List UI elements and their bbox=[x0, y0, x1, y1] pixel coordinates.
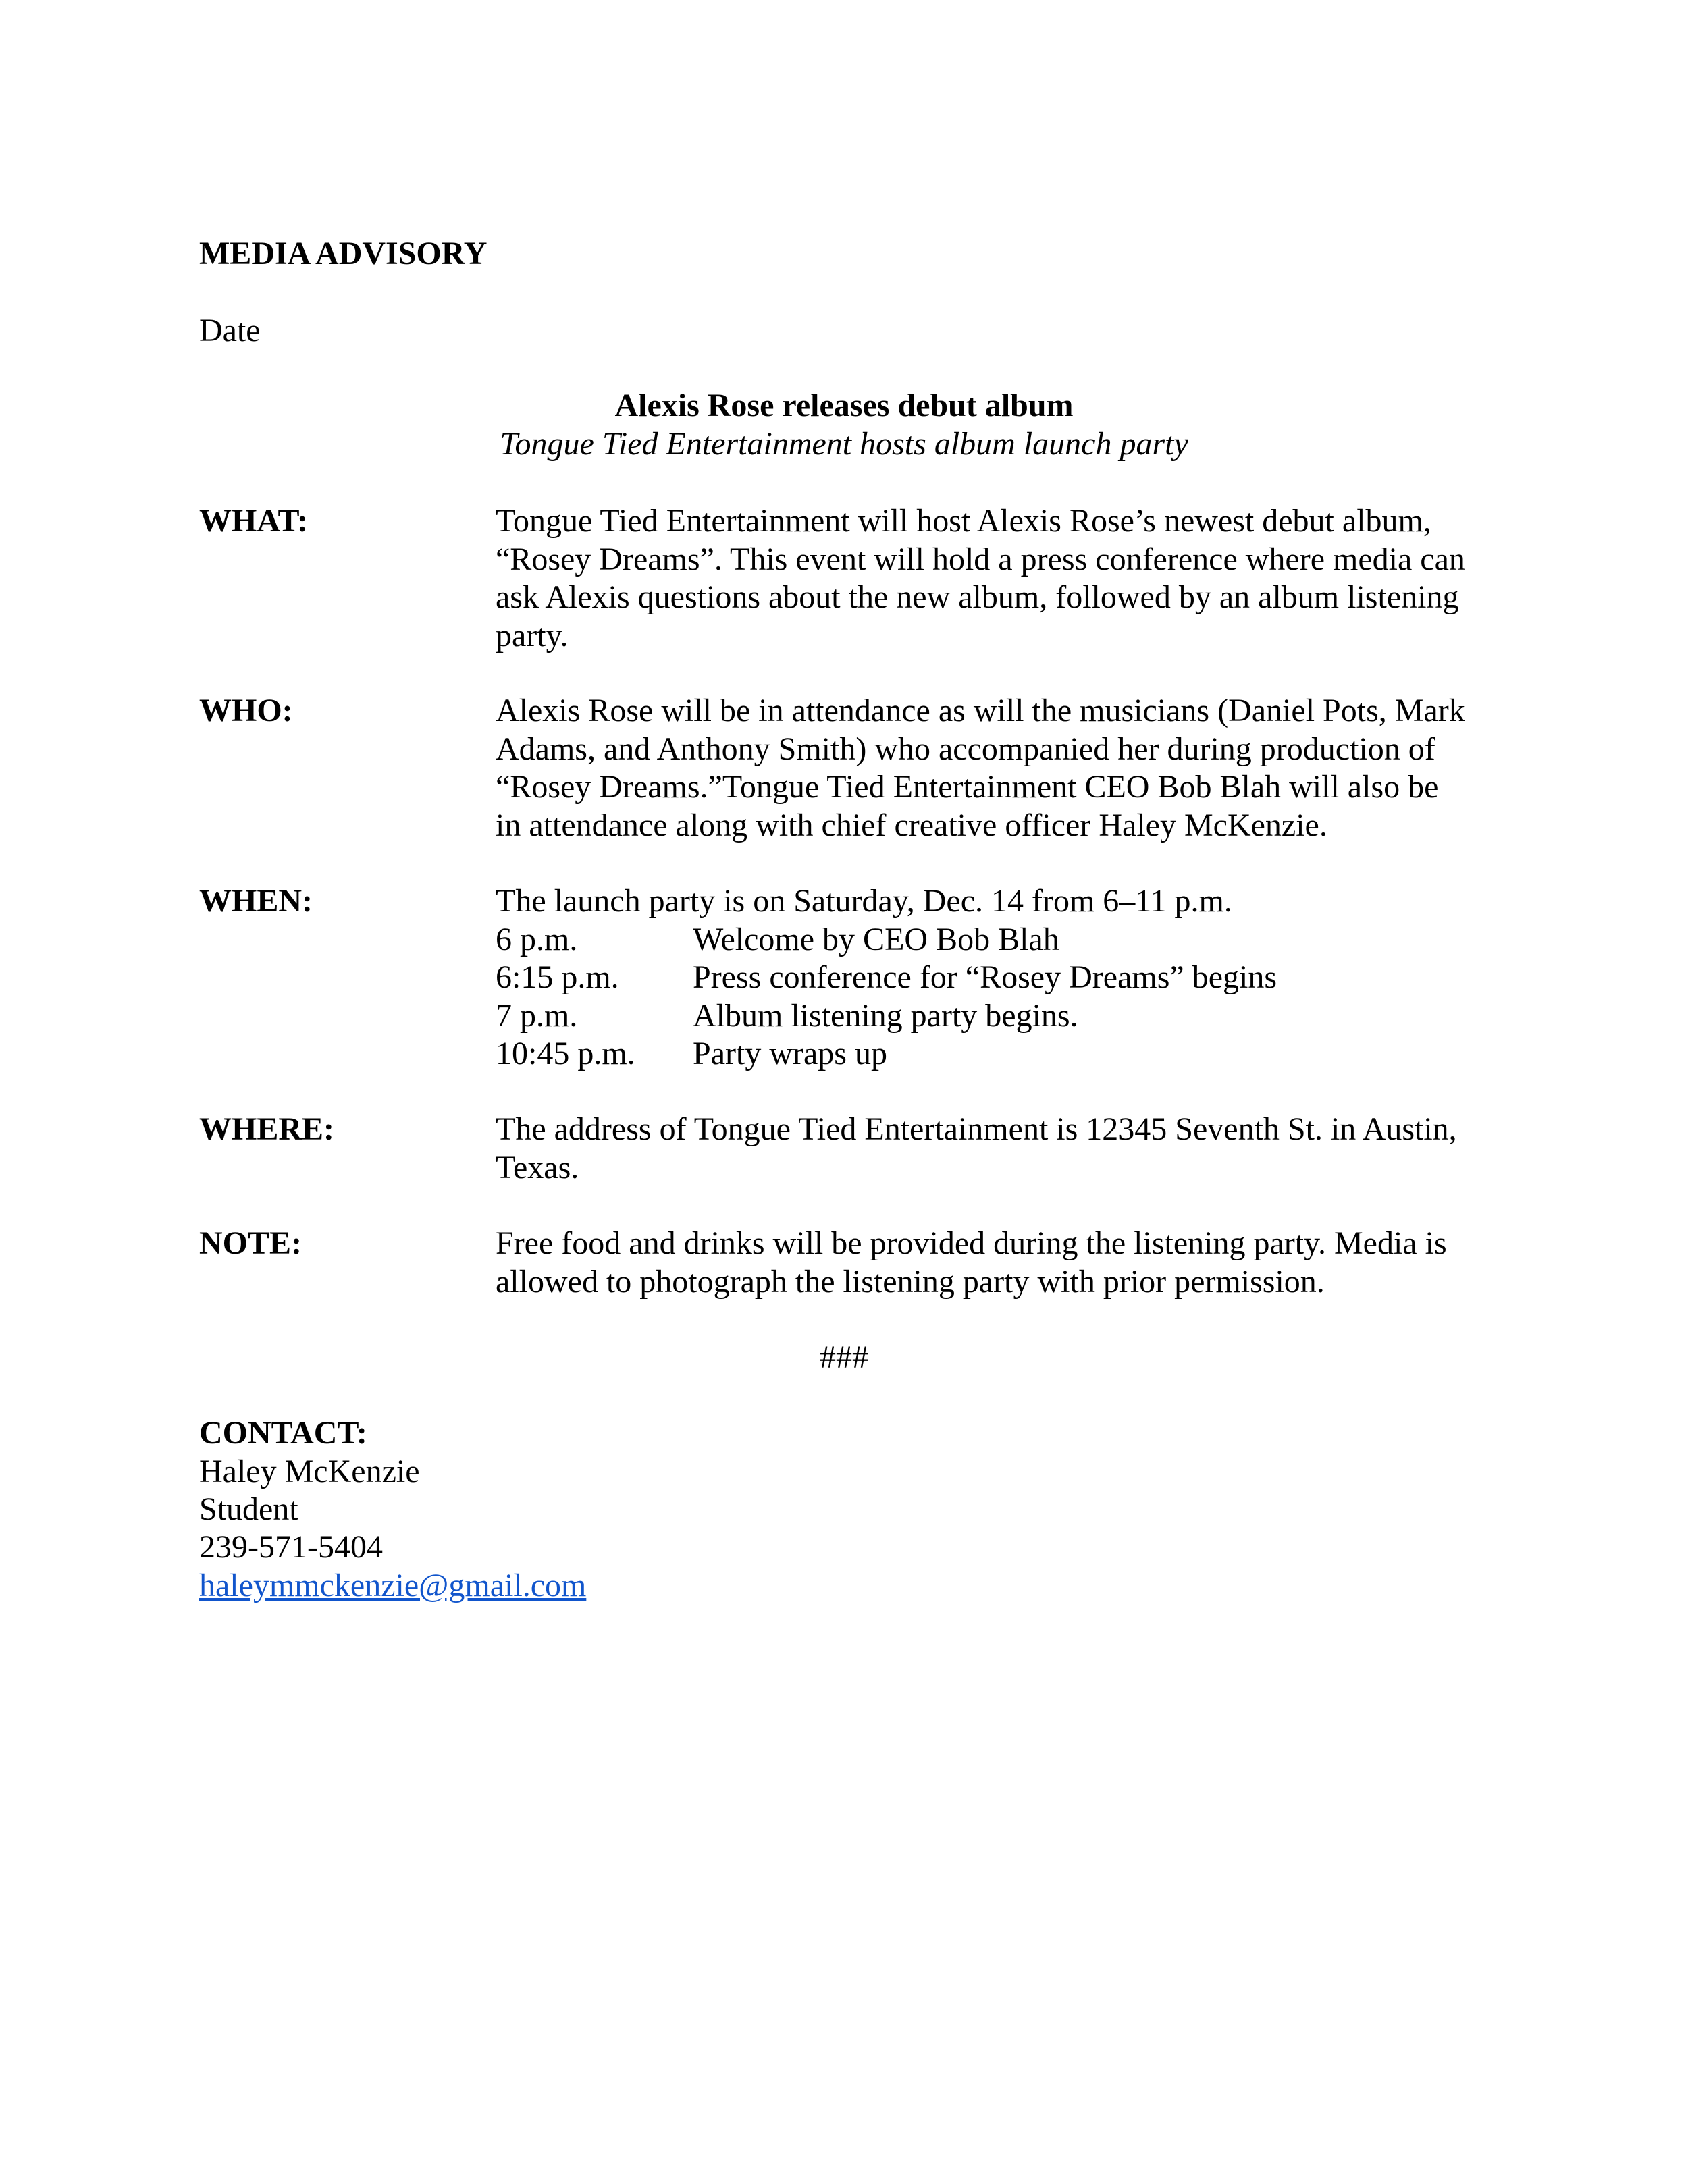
who-line: Alexis Rose will be in attendance as will the musicians (Daniel Pots, Mark bbox=[496, 693, 1465, 728]
headline-subtitle: Tongue Tied Entertainment hosts album launch party bbox=[500, 426, 1188, 462]
what-line: party. bbox=[496, 617, 569, 654]
schedule-desc: Party wraps up bbox=[693, 1036, 887, 1071]
who-body bbox=[496, 692, 1495, 845]
contact-role: Student bbox=[199, 1491, 298, 1527]
date-line: Date bbox=[199, 313, 261, 348]
what-line: Tongue Tied Entertainment will host Alexis Rose’s newest debut album, bbox=[496, 503, 1431, 539]
headline-title: Alexis Rose releases debut album bbox=[614, 388, 1074, 423]
who-line: in attendance along with chief creative officer Haley McKenzie. bbox=[496, 807, 1327, 843]
what-label: WHAT: bbox=[199, 503, 308, 539]
what-line: ask Alexis questions about the new album, followed by an album listening bbox=[496, 579, 1459, 615]
note-line: Free food and drinks will be provided during the listening party. Media is bbox=[496, 1225, 1447, 1261]
schedule-desc: Album listening party begins. bbox=[693, 997, 1078, 1034]
contact-email-link[interactable]: haleymmckenzie@gmail.com bbox=[199, 1568, 587, 1603]
contact-label: CONTACT: bbox=[199, 1415, 367, 1451]
who-label: WHO: bbox=[199, 693, 293, 728]
where-line: The address of Tongue Tied Entertainment is 12345 Seventh St. in Austin, bbox=[496, 1111, 1457, 1147]
where-body bbox=[496, 1111, 1495, 1187]
when-label: WHEN: bbox=[199, 883, 313, 919]
document-title: MEDIA ADVISORY bbox=[199, 236, 487, 271]
note-body bbox=[496, 1225, 1495, 1301]
who-line: “Rosey Dreams.”Tongue Tied Entertainment CEO Bob Blah will also be bbox=[496, 769, 1439, 805]
schedule-row bbox=[496, 1035, 1495, 1073]
schedule-time: 7 p.m. bbox=[496, 997, 578, 1034]
schedule-time: 10:45 p.m. bbox=[496, 1036, 635, 1071]
schedule-desc: Welcome by CEO Bob Blah bbox=[693, 921, 1059, 957]
note-line: allowed to photograph the listening party with prior permission. bbox=[496, 1263, 1325, 1300]
contact-name: Haley McKenzie bbox=[199, 1454, 420, 1489]
contact-phone: 239-571-5404 bbox=[199, 1529, 383, 1565]
schedule-time: 6:15 p.m. bbox=[496, 959, 619, 995]
what-line: “Rosey Dreams”. This event will hold a press conference where media can bbox=[496, 541, 1465, 577]
schedule-row bbox=[496, 921, 1495, 959]
when-body bbox=[496, 882, 1495, 1073]
schedule-row bbox=[496, 959, 1495, 997]
who-line: Adams, and Anthony Smith) who accompanied her during production of bbox=[496, 730, 1435, 767]
end-mark: ### bbox=[820, 1339, 868, 1375]
what-body bbox=[496, 502, 1495, 655]
schedule-time: 6 p.m. bbox=[496, 921, 578, 957]
where-line: Texas. bbox=[496, 1149, 579, 1186]
when-intro: The launch party is on Saturday, Dec. 14 from 6–11 p.m. bbox=[496, 883, 1232, 919]
schedule-row bbox=[496, 997, 1495, 1036]
schedule-desc: Press conference for “Rosey Dreams” begins bbox=[693, 959, 1277, 995]
note-label: NOTE: bbox=[199, 1225, 302, 1261]
where-label: WHERE: bbox=[199, 1111, 335, 1147]
